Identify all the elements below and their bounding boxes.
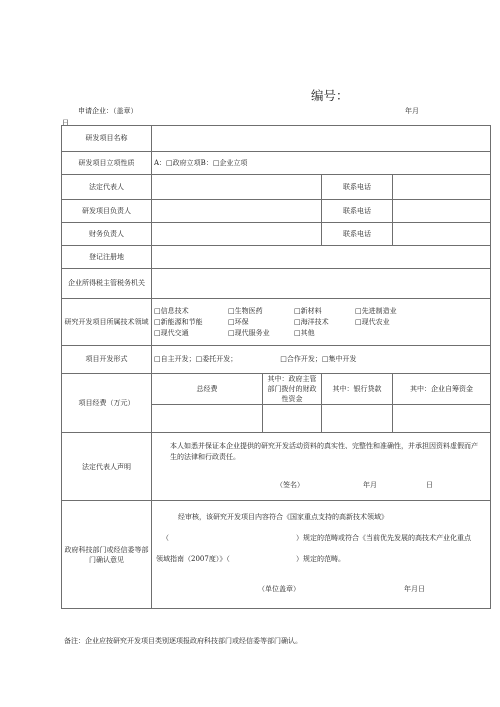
dev-form-option-a[interactable]: □自主开发；□委托开发；	[154, 355, 238, 364]
project-name-label: 研发项目名称	[62, 126, 152, 152]
review-cell	[152, 501, 491, 609]
row-declaration	[62, 433, 491, 501]
declaration-label: 法定代表人声明	[62, 433, 152, 501]
finance-lead-field[interactable]	[152, 223, 322, 246]
row-dev-form	[62, 346, 491, 374]
applicant-label: 申请企业：（盖章）	[78, 107, 138, 115]
tech-option[interactable]: □海洋技术	[294, 317, 329, 326]
project-nature-options[interactable]: A：□政府立项B：□企业立项	[152, 152, 491, 175]
declaration-date-a: 年月	[363, 480, 377, 489]
tech-option[interactable]: □信息技术	[154, 306, 189, 315]
tech-option[interactable]: □生物医药	[228, 306, 263, 315]
legal-rep-field[interactable]	[152, 175, 322, 200]
tech-field-options[interactable]	[152, 299, 491, 346]
dev-form-options[interactable]	[152, 346, 491, 374]
funds-bank-field[interactable]	[322, 405, 393, 433]
serial-number-label: 编号：	[311, 88, 349, 103]
declaration-text: 本人如悉并保证本企业提供的研究开发活动资料的真实性、完整性和准确性，并承担因资料虚假而产生的法律和行政责任。	[170, 442, 478, 461]
funds-header-bank: 其中：银行贷款	[322, 374, 393, 405]
declaration-date-b: 日	[426, 480, 433, 489]
tech-option[interactable]: □环保	[228, 317, 249, 326]
applicant-date-year-month: 年月	[405, 107, 419, 115]
tech-option[interactable]: □新能源和节能	[154, 317, 203, 326]
funds-header-total: 总经费	[152, 374, 263, 405]
tech-field-label: 研究开发项目所属技术领域	[62, 299, 152, 346]
declaration-sign: （签名）	[276, 480, 304, 489]
reg-address-label: 登记注册地	[62, 246, 152, 269]
tech-option[interactable]: □现代服务业	[228, 329, 270, 338]
row-legal-rep	[62, 175, 491, 200]
project-name-field[interactable]	[152, 126, 491, 152]
funds-self-field[interactable]	[393, 405, 491, 433]
project-lead-phone-label: 联系电话	[322, 200, 393, 223]
project-nature-label: 研发项目立项性质	[62, 152, 152, 175]
row-reg-address	[62, 246, 491, 269]
tax-authority-label: 企业所得税主管税务机关	[62, 269, 152, 299]
row-tech-field	[62, 299, 491, 346]
footer-note: 备注：企业应按研究开发项目类别逐项报政府科技部门或经信委等部门确认。	[64, 637, 302, 645]
reg-address-field[interactable]	[152, 246, 491, 269]
review-line2a: （	[162, 534, 169, 543]
review-line3b: ）规定的范畴。	[296, 555, 345, 564]
applicant-date-day: 日	[62, 119, 69, 127]
project-lead-label: 研发项目负责人	[62, 200, 152, 223]
review-date: 年月日	[404, 585, 425, 594]
application-form-table	[61, 125, 491, 609]
legal-rep-label: 法定代表人	[62, 175, 152, 200]
tech-option[interactable]: □先进制造业	[355, 306, 397, 315]
finance-lead-label: 财务负责人	[62, 223, 152, 246]
finance-lead-phone-label: 联系电话	[322, 223, 393, 246]
row-project-nature	[62, 152, 491, 175]
project-lead-phone-field[interactable]	[393, 200, 491, 223]
row-finance-lead	[62, 223, 491, 246]
review-line1: 经审核，该研究开发项目内容符合《国家重点支持的高新技术领域》	[178, 513, 388, 522]
tech-option[interactable]: □新材料	[294, 306, 322, 315]
row-review	[62, 501, 491, 609]
dev-form-option-b[interactable]: □合作开发；□集中开发	[280, 355, 357, 364]
funds-header-gov: 其中：政府主管部门拨付的财政性资金	[263, 374, 322, 405]
tech-option[interactable]: □现代交通	[154, 329, 189, 338]
finance-lead-phone-field[interactable]	[393, 223, 491, 246]
review-line3a: 领域指南（2007度）》（	[156, 555, 230, 564]
legal-rep-phone-label: 联系电话	[322, 175, 393, 200]
funds-label: 项目经费（万元）	[62, 374, 152, 433]
review-label: 政府科技部门或经信委等部门确认意见	[62, 501, 152, 609]
dev-form-label: 项目开发形式	[62, 346, 152, 374]
review-line2b: ）规定的范畴或符合《当前优先发展的高技术产业化重点	[296, 534, 471, 543]
row-funds-header	[62, 374, 491, 405]
declaration-cell	[152, 433, 491, 501]
row-tax-authority	[62, 269, 491, 299]
legal-rep-phone-field[interactable]	[393, 175, 491, 200]
tech-option[interactable]: □现代农业	[355, 317, 390, 326]
row-project-lead	[62, 200, 491, 223]
funds-gov-field[interactable]	[263, 405, 322, 433]
funds-total-field[interactable]	[152, 405, 263, 433]
funds-header-self: 其中：企业自筹资金	[393, 374, 491, 405]
row-project-name	[62, 126, 491, 152]
review-seal: （单位盖章）	[258, 585, 300, 594]
tech-option[interactable]: □其他	[294, 329, 315, 338]
project-lead-field[interactable]	[152, 200, 322, 223]
tax-authority-field[interactable]	[152, 269, 491, 299]
